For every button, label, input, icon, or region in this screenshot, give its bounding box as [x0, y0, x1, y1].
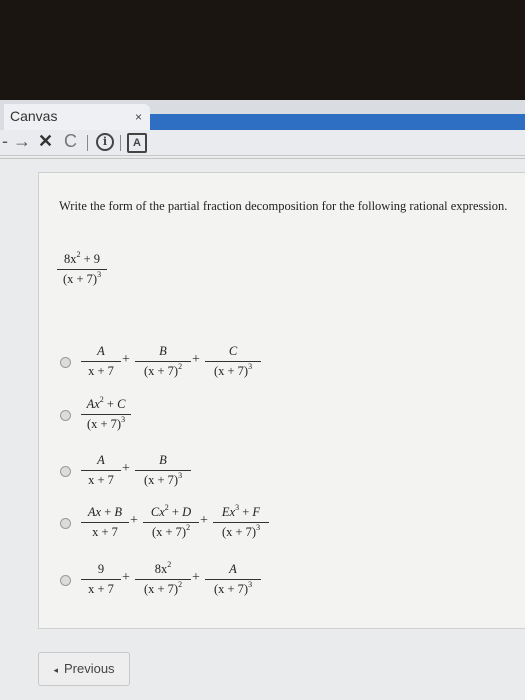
fraction-bar — [81, 522, 129, 523]
option-radio-d[interactable] — [60, 518, 71, 529]
numerator: $Ex^3 + F$ — [221, 503, 261, 519]
question-prompt: Write the form of the partial fraction decomposition for the following rational expression. — [59, 199, 508, 213]
plus-sign: + — [200, 513, 208, 528]
option-a-term — [81, 344, 121, 378]
denominator: $(x + 7)^2$ — [143, 362, 183, 378]
denominator: $(x + 7)^2$ — [151, 523, 191, 539]
forward-icon[interactable]: - → — [2, 131, 31, 151]
option-radio-e[interactable] — [60, 575, 71, 586]
plus-sign: + — [192, 570, 200, 585]
option-d-term — [213, 505, 269, 539]
reader-icon[interactable]: A — [127, 133, 147, 153]
denominator: $(x + 7)^3$ — [143, 471, 183, 487]
tab-title: Canvas — [10, 108, 58, 124]
numerator: A — [97, 453, 105, 467]
denominator: $(x + 7)^3$ — [86, 415, 126, 431]
previous-label: Previous — [63, 661, 115, 676]
denominator: x + 7 — [88, 582, 114, 596]
browser-tab[interactable] — [4, 104, 150, 130]
numerator: 9 — [97, 562, 105, 576]
option-b-term — [81, 397, 131, 431]
toolbar-divider — [87, 135, 88, 151]
page-content — [0, 156, 525, 700]
option-c-term — [135, 453, 191, 487]
option-e-term — [135, 562, 191, 596]
option-radio-a[interactable] — [60, 357, 71, 368]
fraction-bar — [135, 470, 191, 471]
chevron-left-icon: ◂ — [53, 665, 58, 675]
monitor-bezel — [0, 0, 525, 100]
numerator: B — [159, 453, 167, 467]
denominator: x + 7 — [88, 364, 114, 378]
reload-icon[interactable]: C — [64, 131, 77, 151]
plus-sign: + — [122, 461, 130, 476]
fraction-bar — [135, 361, 191, 362]
numerator: A — [97, 344, 105, 358]
fraction-bar — [81, 470, 121, 471]
denominator: $(x + 7)^3$ — [213, 362, 253, 378]
new-tab-area[interactable] — [150, 114, 525, 130]
option-d-term — [81, 505, 129, 539]
denominator: x + 7 — [88, 473, 114, 487]
option-a-term — [205, 344, 261, 378]
fraction-bar — [205, 361, 261, 362]
denominator: $(x + 7)^3$ — [221, 523, 261, 539]
denominator: $(x + 7)^3$ — [62, 270, 102, 286]
stop-icon[interactable]: ✕ — [38, 131, 54, 151]
numerator: A — [229, 562, 237, 576]
numerator: $Ax^2 + C$ — [86, 395, 126, 411]
numerator: $8x^2$ — [154, 560, 172, 576]
toolbar-divider — [120, 135, 121, 151]
numerator: Ax + B — [87, 505, 123, 519]
denominator: $(x + 7)^2$ — [143, 580, 183, 596]
previous-button[interactable] — [38, 652, 130, 686]
option-e-term — [205, 562, 261, 596]
numerator: B — [159, 344, 167, 358]
fraction-bar — [81, 361, 121, 362]
plus-sign: + — [122, 352, 130, 367]
denominator: $(x + 7)^3$ — [213, 580, 253, 596]
divider — [0, 158, 525, 159]
option-c-term — [81, 453, 121, 487]
fraction-bar — [213, 522, 269, 523]
option-d-term — [143, 505, 199, 539]
browser-toolbar — [0, 130, 525, 156]
numerator: $8x^2 + 9$ — [63, 250, 101, 266]
plus-sign: + — [122, 570, 130, 585]
expression-fraction — [57, 252, 107, 286]
fraction-bar — [205, 579, 261, 580]
option-a-term — [135, 344, 191, 378]
fraction-bar — [135, 579, 191, 580]
denominator: x + 7 — [92, 525, 118, 539]
numerator: $Cx^2 + D$ — [150, 503, 192, 519]
plus-sign: + — [192, 352, 200, 367]
plus-sign: + — [130, 513, 138, 528]
info-icon[interactable]: i — [96, 133, 114, 151]
numerator: C — [228, 344, 238, 358]
question-card — [38, 172, 525, 629]
tab-close-icon[interactable]: × — [134, 110, 142, 124]
option-radio-c[interactable] — [60, 466, 71, 477]
fraction-bar — [81, 579, 121, 580]
option-radio-b[interactable] — [60, 410, 71, 421]
option-e-term — [81, 562, 121, 596]
fraction-bar — [143, 522, 199, 523]
